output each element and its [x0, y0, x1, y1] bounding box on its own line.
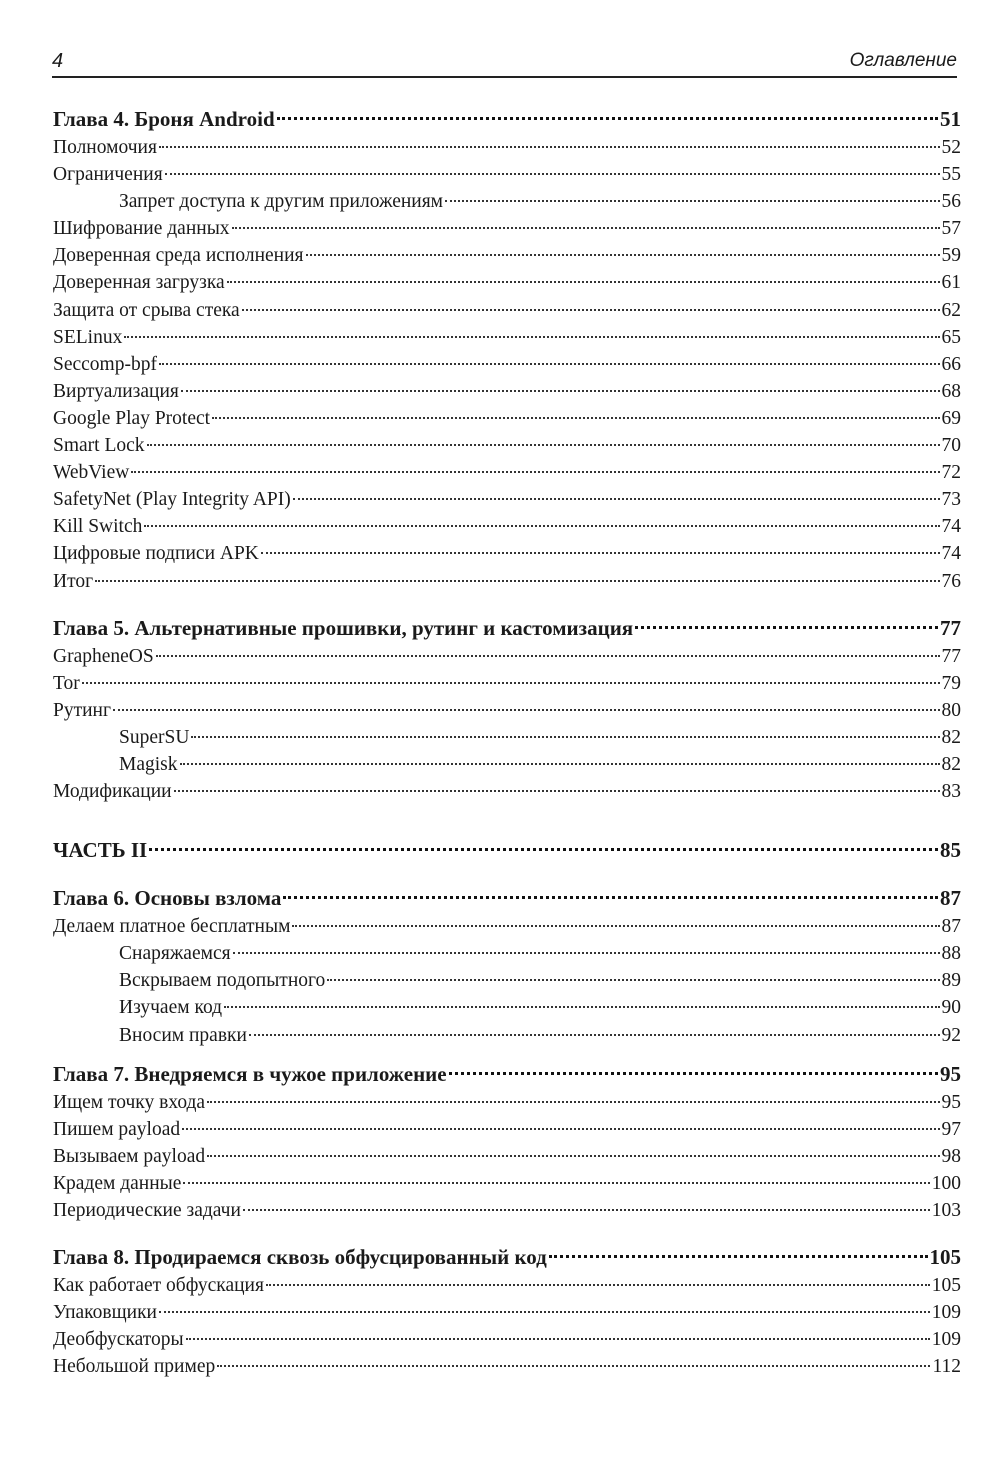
dot-leader	[159, 146, 940, 148]
entry-label: Периодические задачи	[53, 1200, 241, 1221]
toc-entry[interactable]	[53, 1143, 961, 1170]
entry-page: 95	[941, 1091, 961, 1113]
dot-leader	[181, 390, 940, 392]
entry-page: 74	[941, 543, 961, 565]
dot-leader	[293, 498, 940, 500]
toc-entry[interactable]	[53, 568, 961, 595]
dot-leader	[124, 336, 939, 338]
entry-page: 112	[932, 1356, 961, 1378]
chapter-page: 51	[940, 107, 961, 131]
toc-entry[interactable]	[53, 1170, 961, 1197]
dot-leader	[249, 1034, 940, 1036]
entry-label: Итог	[53, 570, 94, 592]
dot-leader	[261, 552, 940, 554]
dot-leader	[232, 227, 940, 229]
entry-label: Виртуализация	[53, 380, 179, 402]
table-of-contents	[53, 104, 961, 1380]
toc-entry[interactable]	[53, 351, 961, 378]
chapter-title: Глава 5. Альтернативные прошивки, рутинг и кастомизация	[53, 615, 634, 640]
toc-part-2[interactable]	[53, 835, 961, 865]
entry-page: 90	[941, 997, 961, 1019]
entry-page: 92	[941, 1024, 961, 1046]
entry-page: 79	[941, 672, 961, 694]
chapter-page: 105	[929, 1245, 961, 1270]
entry-label: Вносим правки	[119, 1024, 247, 1046]
entry-page: 105	[931, 1275, 961, 1297]
entry-page: 72	[941, 462, 961, 484]
dot-leader	[165, 173, 940, 175]
dot-leader	[182, 1128, 939, 1130]
entry-page: 70	[941, 435, 961, 457]
toc-entry[interactable]	[53, 161, 961, 188]
toc-entry[interactable]	[53, 134, 961, 161]
dot-leader	[207, 1155, 939, 1157]
dot-leader	[283, 896, 938, 899]
entry-page: 83	[941, 781, 961, 803]
entry-label: WebView	[53, 462, 130, 484]
part-title: ЧАСТЬ II	[53, 838, 148, 863]
page-header	[52, 48, 957, 78]
dot-leader	[159, 363, 940, 365]
entry-page: 80	[941, 699, 961, 721]
dot-leader	[191, 736, 939, 738]
dot-leader	[207, 1101, 939, 1103]
entry-label: Запрет доступа к другим приложениям	[119, 191, 444, 213]
entry-label: Шифрование данных	[53, 218, 230, 240]
toc-entry[interactable]	[53, 513, 961, 540]
dot-leader	[180, 763, 940, 765]
toc-entry[interactable]	[53, 1326, 961, 1353]
entry-label: Защита от срыва стека	[53, 299, 240, 321]
entry-label: Вызываем payload	[53, 1145, 206, 1167]
entry-page: 76	[941, 570, 961, 592]
entry-page: 52	[941, 137, 961, 158]
part-page: 85	[940, 838, 961, 863]
dot-leader	[131, 471, 939, 473]
toc-subentry[interactable]	[53, 751, 961, 778]
entry-label: Полномочия	[53, 137, 157, 158]
page-number: 4	[52, 50, 64, 72]
chapter-title: Глава 4. Броня Android	[53, 107, 275, 131]
entry-page: 87	[941, 916, 961, 938]
dot-leader	[144, 525, 939, 527]
dot-leader	[156, 655, 940, 657]
entry-label: Цифровые подписи APK	[53, 543, 259, 565]
toc-subentry[interactable]	[53, 967, 961, 994]
toc-entry[interactable]	[53, 215, 961, 242]
dot-leader	[224, 1006, 939, 1008]
entry-label: Делаем платное бесплатным	[53, 916, 291, 938]
toc-entry[interactable]	[53, 486, 961, 513]
toc-entry[interactable]	[53, 1299, 961, 1326]
entry-label: Как работает обфускация	[53, 1275, 264, 1297]
entry-page: 55	[941, 164, 961, 186]
entry-label: Пишем payload	[53, 1118, 181, 1140]
entry-label: Вскрываем подопытного	[119, 970, 326, 992]
chapter-title: Глава 6. Основы взлома	[53, 886, 282, 911]
toc-entry[interactable]	[53, 242, 961, 269]
entry-label: Google Play Protect	[53, 407, 211, 429]
entry-page: 59	[941, 245, 961, 267]
toc-entry[interactable]	[53, 778, 961, 805]
dot-leader	[227, 281, 940, 283]
entry-page: 82	[941, 726, 961, 748]
toc-chapter-6[interactable]	[53, 883, 961, 913]
entry-page: 100	[931, 1172, 961, 1194]
entry-page: 98	[941, 1145, 961, 1167]
dot-leader	[242, 309, 940, 311]
entry-page: 89	[941, 970, 961, 992]
entry-page: 57	[941, 218, 961, 240]
toc-entry[interactable]	[53, 1116, 961, 1143]
dot-leader	[186, 1338, 930, 1340]
dot-leader	[183, 1182, 929, 1184]
dot-leader	[174, 790, 940, 792]
entry-label: Smart Lock	[53, 435, 145, 457]
toc-subentry[interactable]	[53, 940, 961, 967]
dot-leader	[95, 580, 939, 582]
toc-entry[interactable]	[53, 697, 961, 724]
entry-page: 109	[931, 1302, 961, 1324]
entry-label: Kill Switch	[53, 516, 143, 538]
entry-label: Модификации	[53, 781, 172, 803]
entry-page: 77	[941, 645, 961, 667]
entry-label: SuperSU	[119, 726, 190, 748]
entry-page: 109	[931, 1329, 961, 1351]
toc-chapter-4[interactable]	[53, 104, 961, 134]
entry-label: Рутинг	[53, 699, 111, 721]
entry-label: Доверенная среда исполнения	[53, 245, 304, 267]
dot-leader	[159, 1311, 930, 1313]
entry-label: Небольшой пример	[53, 1356, 216, 1378]
dot-leader	[292, 925, 939, 927]
toc-entry[interactable]	[53, 432, 961, 459]
entry-page: 97	[941, 1118, 961, 1140]
entry-page: 56	[941, 191, 961, 213]
chapter-title: Глава 8. Продираемся сквозь обфусцированный код	[53, 1245, 547, 1270]
entry-page: 69	[941, 407, 961, 429]
toc-chapter-5[interactable]	[53, 613, 961, 643]
entry-page: 65	[941, 326, 961, 348]
toc-entry[interactable]	[53, 324, 961, 351]
toc-entry[interactable]	[53, 1272, 961, 1299]
toc-entry[interactable]	[53, 405, 961, 432]
toc-entry[interactable]	[53, 643, 961, 670]
entry-label: Доверенная загрузка	[53, 272, 225, 294]
dot-leader	[445, 200, 939, 202]
dot-leader	[277, 117, 938, 120]
entry-label: Изучаем код	[119, 997, 223, 1019]
dot-leader	[243, 1209, 930, 1211]
entry-page: 62	[941, 299, 961, 321]
toc-entry[interactable]	[53, 297, 961, 324]
dot-leader	[306, 254, 940, 256]
dot-leader	[212, 417, 939, 419]
dot-leader	[149, 848, 938, 851]
chapter-page: 87	[940, 886, 961, 911]
toc-chapter-8[interactable]	[53, 1242, 961, 1272]
entry-page: 66	[941, 353, 961, 375]
dot-leader	[217, 1365, 930, 1367]
toc-entry[interactable]	[53, 540, 961, 567]
entry-label: Упаковщики	[53, 1302, 157, 1324]
toc-entry[interactable]	[53, 269, 961, 296]
toc-entry[interactable]	[53, 670, 961, 697]
toc-entry[interactable]	[53, 459, 961, 486]
entry-page: 88	[941, 943, 961, 965]
running-title: Оглавление	[849, 50, 957, 71]
entry-label: Снаряжаемся	[119, 943, 231, 965]
toc-entry[interactable]	[53, 378, 961, 405]
entry-label: Крадем данные	[53, 1172, 182, 1194]
entry-label: Ищем точку входа	[53, 1091, 206, 1113]
entry-label: SafetyNet (Play Integrity API)	[53, 489, 291, 511]
dot-leader	[266, 1284, 930, 1286]
entry-label: GrapheneOS	[53, 645, 154, 667]
dot-leader	[233, 952, 940, 954]
entry-label: Деобфускаторы	[53, 1329, 184, 1351]
toc-entry[interactable]	[53, 913, 961, 940]
entry-page: 103	[931, 1200, 961, 1221]
entry-label: Tor	[53, 672, 80, 694]
dot-leader	[635, 626, 938, 629]
entry-page: 68	[941, 380, 961, 402]
dot-leader	[147, 444, 940, 446]
toc-subentry[interactable]	[53, 994, 961, 1021]
dot-leader	[82, 682, 940, 684]
dot-leader	[549, 1255, 928, 1258]
entry-page: 73	[941, 489, 961, 511]
toc-entry[interactable]	[53, 1353, 961, 1380]
chapter-page: 77	[940, 615, 961, 640]
entry-label: Seccomp-bpf	[53, 353, 157, 375]
dot-leader	[327, 979, 939, 981]
dot-leader	[449, 1072, 938, 1075]
entry-label: Magisk	[119, 753, 178, 775]
entry-label: Ограничения	[53, 164, 163, 186]
toc-chapter-7[interactable]	[53, 1059, 961, 1089]
toc-subentry[interactable]	[53, 188, 961, 215]
entry-page: 74	[941, 516, 961, 538]
chapter-page: 95	[940, 1061, 961, 1086]
chapter-title: Глава 7. Внедряемся в чужое приложение	[53, 1061, 447, 1086]
entry-label: SELinux	[53, 326, 123, 348]
entry-page: 82	[941, 753, 961, 775]
toc-entry[interactable]	[53, 1089, 961, 1116]
toc-entry[interactable]	[53, 1197, 961, 1224]
entry-page: 61	[941, 272, 961, 294]
toc-subentry[interactable]	[53, 1022, 961, 1049]
dot-leader	[113, 709, 940, 711]
toc-subentry[interactable]	[53, 724, 961, 751]
